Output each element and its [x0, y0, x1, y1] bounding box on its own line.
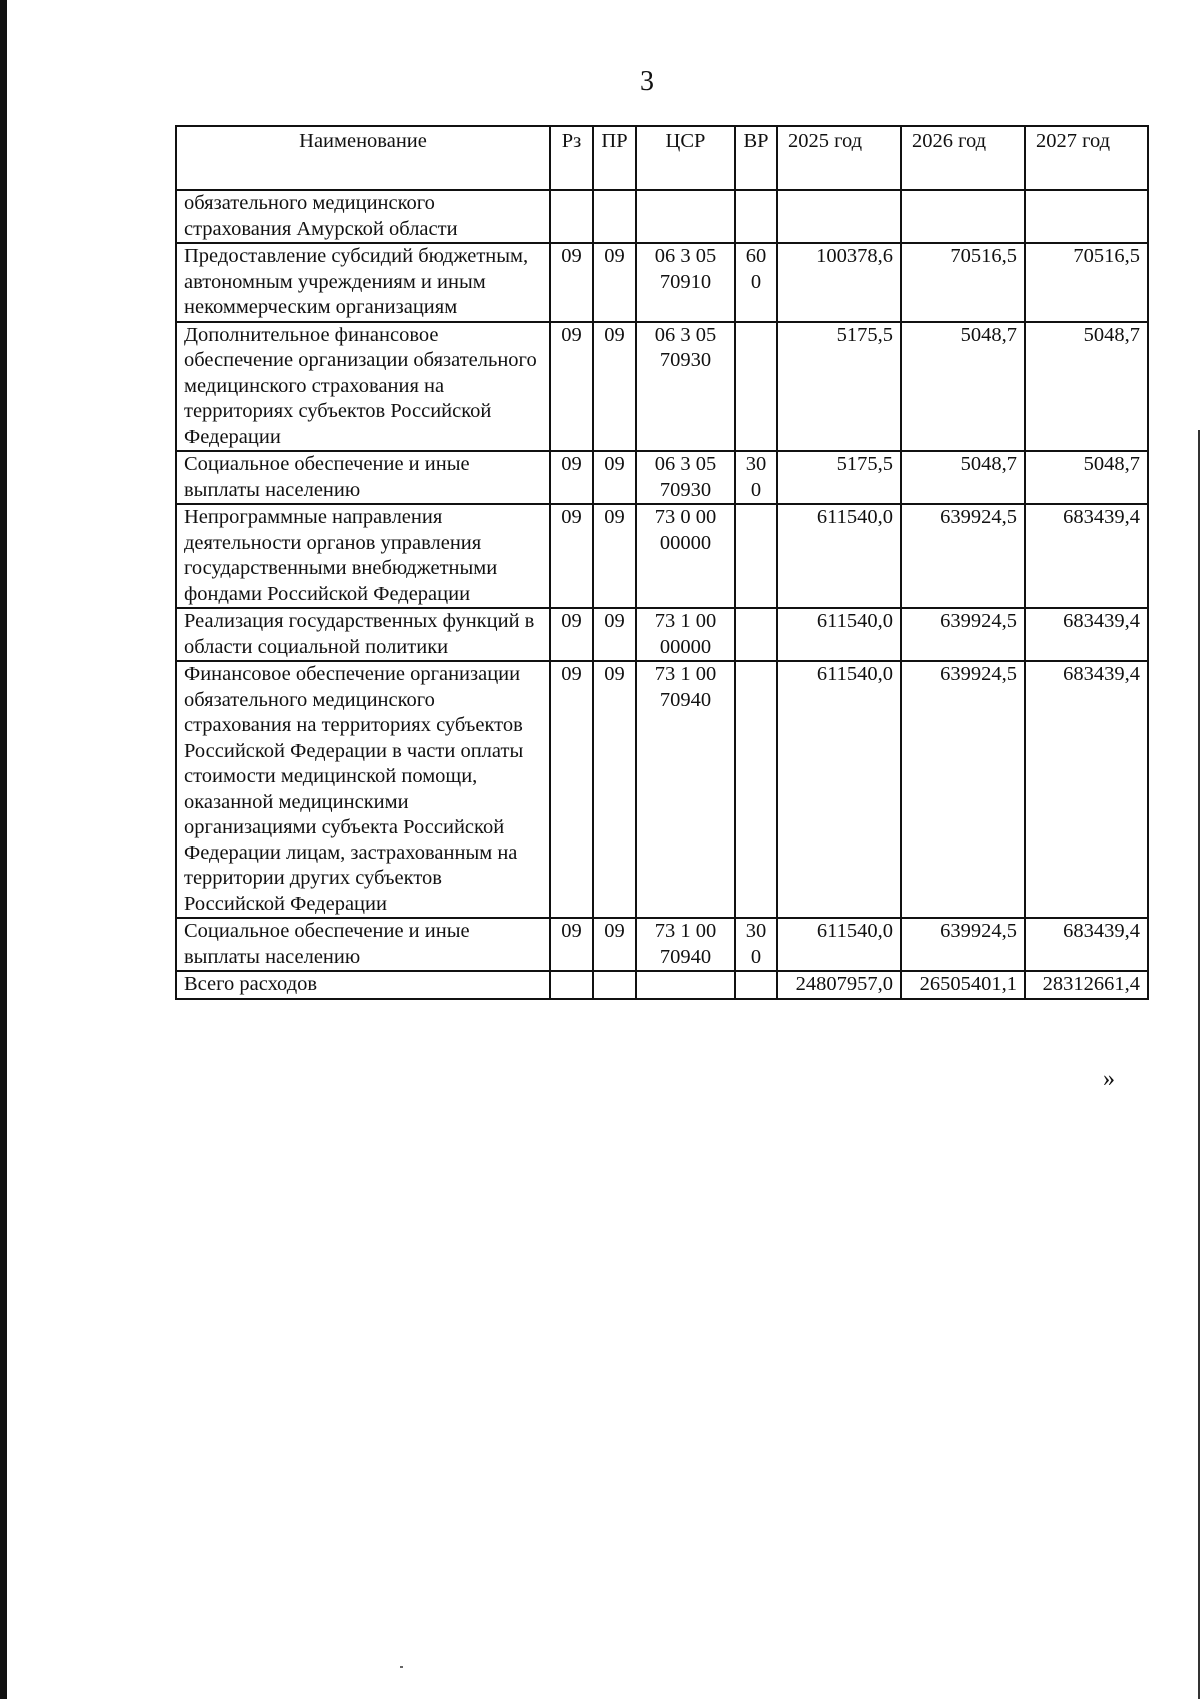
table-row [176, 451, 1148, 504]
row-name: обязательного медицинского страхования Амурской области [176, 190, 550, 243]
row-name: Реализация государственных функций в области социальной политики [176, 608, 550, 661]
table-row [176, 608, 1148, 661]
row-rz: 09 [550, 243, 593, 322]
row-vr [735, 661, 777, 918]
row-2027: 683439,4 [1025, 608, 1148, 661]
row-csr: 73 0 00 00000 [636, 504, 735, 608]
row-2026: 639924,5 [901, 504, 1025, 608]
table-row [176, 322, 1148, 452]
budget-table [175, 125, 1149, 1000]
row-csr [636, 190, 735, 243]
row-2025: 5175,5 [777, 322, 901, 452]
row-rz [550, 971, 593, 999]
scan-speck [400, 1666, 403, 1668]
row-csr: 73 1 00 70940 [636, 661, 735, 918]
row-rz: 09 [550, 451, 593, 504]
table-row [176, 918, 1148, 971]
row-2026: 639924,5 [901, 661, 1025, 918]
scan-edge-left [0, 0, 7, 1699]
row-pr [593, 190, 636, 243]
header-pr: ПР [593, 126, 636, 190]
row-rz: 09 [550, 608, 593, 661]
row-2027: 683439,4 [1025, 504, 1148, 608]
row-pr: 09 [593, 661, 636, 918]
total-2026: 26505401,1 [901, 971, 1025, 999]
row-vr: 600 [735, 243, 777, 322]
closing-quote-mark: » [1103, 1066, 1115, 1092]
row-rz: 09 [550, 322, 593, 452]
total-row [176, 971, 1148, 999]
row-2026: 5048,7 [901, 322, 1025, 452]
row-2025: 100378,6 [777, 243, 901, 322]
row-pr: 09 [593, 918, 636, 971]
row-pr: 09 [593, 451, 636, 504]
row-2026: 70516,5 [901, 243, 1025, 322]
row-csr: 73 1 00 00000 [636, 608, 735, 661]
row-2025: 611540,0 [777, 608, 901, 661]
row-2025: 611540,0 [777, 661, 901, 918]
row-2026 [901, 190, 1025, 243]
row-2025 [777, 190, 901, 243]
row-name: Финансовое обеспечение организации обязательного медицинского страхования на территориях субъектов Российской Федерации в части оплаты стоимости медицинской помощи, оказанной медицинскими организациями субъекта Российской Федерации лицам, застрахованным на территории других субъектов Российской Федерации [176, 661, 550, 918]
row-csr: 73 1 00 70940 [636, 918, 735, 971]
header-row [176, 126, 1148, 190]
table-row [176, 661, 1148, 918]
row-2027: 70516,5 [1025, 243, 1148, 322]
row-rz: 09 [550, 504, 593, 608]
row-vr: 300 [735, 918, 777, 971]
row-vr [735, 608, 777, 661]
row-rz: 09 [550, 918, 593, 971]
row-2027: 5048,7 [1025, 322, 1148, 452]
row-name: Предоставление субсидий бюджетным, автономным учреждениям и иным некоммерческим организациям [176, 243, 550, 322]
header-2025: 2025 год [777, 126, 901, 190]
row-name: Дополнительное финансовое обеспечение организации обязательного медицинского страхования на территориях субъектов Российской Федерации [176, 322, 550, 452]
row-vr [735, 190, 777, 243]
row-name: Социальное обеспечение и иные выплаты населению [176, 918, 550, 971]
header-name: Наименование [176, 126, 550, 190]
row-2027: 683439,4 [1025, 661, 1148, 918]
row-2026: 639924,5 [901, 918, 1025, 971]
row-pr: 09 [593, 608, 636, 661]
row-2025: 611540,0 [777, 504, 901, 608]
row-2025: 5175,5 [777, 451, 901, 504]
row-pr [593, 971, 636, 999]
row-pr: 09 [593, 243, 636, 322]
table-row [176, 190, 1148, 243]
row-2025: 611540,0 [777, 918, 901, 971]
row-csr [636, 971, 735, 999]
header-rz: Рз [550, 126, 593, 190]
row-2026: 639924,5 [901, 608, 1025, 661]
header-2027: 2027 год [1025, 126, 1148, 190]
row-vr: 300 [735, 451, 777, 504]
row-2026: 5048,7 [901, 451, 1025, 504]
row-pr: 09 [593, 322, 636, 452]
row-2027: 683439,4 [1025, 918, 1148, 971]
table-row [176, 504, 1148, 608]
total-2025: 24807957,0 [777, 971, 901, 999]
total-label: Всего расходов [176, 971, 550, 999]
header-csr: ЦСР [636, 126, 735, 190]
table-header [176, 126, 1148, 190]
row-2027 [1025, 190, 1148, 243]
header-2026: 2026 год [901, 126, 1025, 190]
table-body [176, 190, 1148, 999]
table-row [176, 243, 1148, 322]
row-name: Непрограммные направления деятельности органов управления государственными внебюджетными фондами Российской Федерации [176, 504, 550, 608]
row-pr: 09 [593, 504, 636, 608]
row-rz [550, 190, 593, 243]
page-number: 3 [640, 66, 654, 97]
row-csr: 06 3 05 70930 [636, 322, 735, 452]
row-vr [735, 322, 777, 452]
row-rz: 09 [550, 661, 593, 918]
total-2027: 28312661,4 [1025, 971, 1148, 999]
row-name: Социальное обеспечение и иные выплаты населению [176, 451, 550, 504]
row-vr [735, 504, 777, 608]
header-vr: ВР [735, 126, 777, 190]
row-2027: 5048,7 [1025, 451, 1148, 504]
row-vr [735, 971, 777, 999]
row-csr: 06 3 05 70930 [636, 451, 735, 504]
row-csr: 06 3 05 70910 [636, 243, 735, 322]
